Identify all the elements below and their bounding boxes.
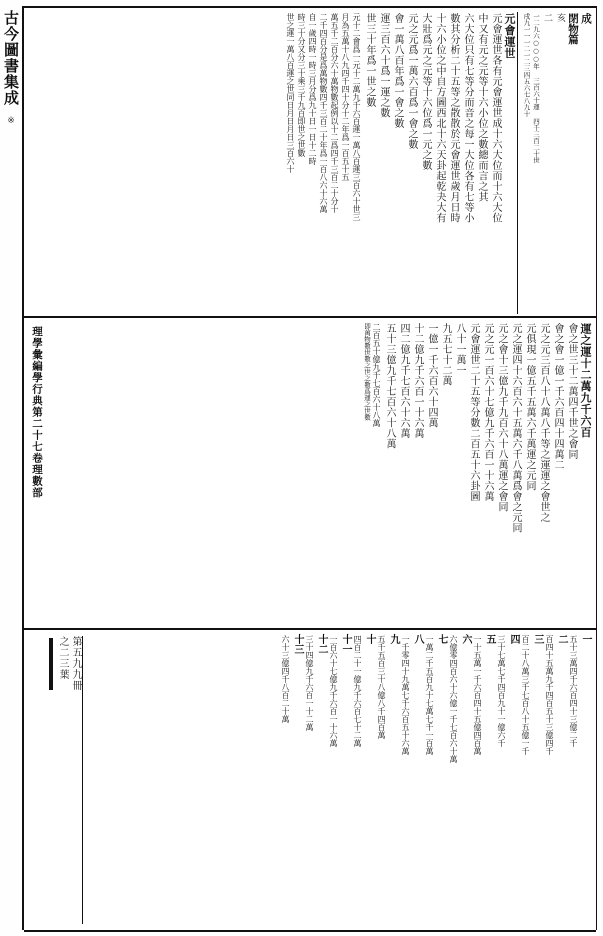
column-text: 世之運一萬八百運之世同日月日月日三百六十	[286, 13, 295, 173]
header-subtitle: 閉物篇	[567, 13, 579, 45]
row-value: 百二十八萬三千七百八十五億一千	[521, 635, 530, 755]
column-text: 大壯爲元之元等十六位爲一元之數	[420, 13, 431, 171]
column-text: 自一歲四時一時三月分爲九十日一日十二時	[308, 13, 317, 165]
header-title: 成	[580, 13, 592, 24]
text-band-lower	[24, 628, 596, 932]
footer-bar	[46, 636, 56, 924]
table-row	[400, 634, 424, 756]
table-row	[376, 634, 400, 740]
book-spine	[0, 6, 22, 930]
row-value: 一萬二千五百九十七萬七千一百萬	[425, 635, 434, 755]
spine-title: 古今圖書集成	[2, 10, 20, 106]
text-band-upper	[24, 6, 596, 320]
column-text: 元之會十三億九千九百六十八萬運之會同	[496, 323, 507, 512]
column-text: 會一萬八百年爲一會之數	[392, 13, 403, 129]
page-footer	[28, 636, 83, 924]
column-text: 元十二會爲一元十二萬九千六百運一萬八百運三百六十世三	[352, 13, 361, 221]
column-text: 五十三億九千七百六十八萬	[384, 323, 395, 449]
row-index: 六	[460, 634, 471, 644]
column-text: 元之元爲一萬六百爲一會之數	[406, 13, 417, 150]
table-row	[328, 634, 352, 748]
column-text: 六大位只有七等分而音之每一大位各有七等小	[462, 13, 473, 223]
table-row	[568, 634, 592, 748]
row-value: 一百六十七億九千六百一十六萬	[329, 635, 338, 747]
column-text: 運三百六十爲一運之數	[378, 13, 389, 118]
text-band-middle	[24, 316, 596, 632]
column-text: 月為五萬十八九四千四十分十二年爲一百五十五	[341, 13, 350, 181]
header-small-1: 亥	[555, 13, 565, 22]
column-text: 元會運世	[503, 13, 516, 59]
column-text: 元之運四十六百六十五萬六千八萬爲會之元同	[510, 323, 521, 533]
column-text: 元之元三百八十八萬八千等之運運之會世之	[538, 323, 549, 523]
column-text: 四二億九千七百六十六萬	[398, 323, 409, 439]
row-index: 四	[508, 634, 519, 644]
row-value: 一十五萬一千六百四十五億四百萬	[473, 635, 482, 755]
footer-page: 之二三葉	[57, 636, 68, 680]
column-text: 二千四百分是爲萬物數四千三百二十年爲一百八六十六萬	[319, 13, 328, 213]
column-text: 一億一千六百六十四萬	[426, 323, 437, 428]
column-text: 元會運世二十五等分數二百五十六卦圖	[468, 323, 479, 502]
column-text: 十六小位之中自方圖西北十六天卦起乾夬大有	[434, 13, 445, 223]
row-index: 五	[484, 634, 495, 644]
row-index: 三	[532, 634, 543, 644]
table-row	[424, 634, 448, 756]
column-text: 數其分析二十五等之散散於元會運世歲月日時	[448, 13, 459, 223]
column-text: 八十一萬一	[454, 323, 465, 376]
column-text: 會之會一億一千六百四十四萬二	[552, 323, 563, 470]
column-text: 世三十年爲一世之數	[364, 13, 375, 108]
table-row	[472, 634, 496, 756]
spine-mark: ※	[6, 116, 16, 126]
row-index: 七	[436, 634, 447, 644]
column-text: 中又有元之元等十六小位之數總而言之其	[476, 13, 487, 202]
row-index: 十二	[316, 634, 327, 654]
row-index: 十三	[292, 634, 303, 654]
header-block	[517, 12, 592, 314]
band2-columns	[144, 322, 592, 626]
row-index: 二	[556, 634, 567, 644]
table-row	[496, 634, 520, 748]
band3-rows	[90, 634, 592, 926]
header-note: 一二九六○○○年 三百六十運 四千三百二十世	[532, 13, 540, 164]
row-index: 一	[580, 634, 591, 644]
column-text: 萬五千二百分六十萬物數起例以十二爲四千三百二十分十	[330, 13, 339, 213]
table-row	[304, 634, 328, 732]
page-frame	[22, 6, 597, 930]
band1-columns	[28, 12, 516, 314]
row-index: 九	[388, 634, 399, 644]
row-value: 五千五百三十八億八千四百萬	[377, 635, 386, 739]
row-value: 六億零四百六十六億一千七百六十萬	[449, 635, 458, 763]
column-text: 元俱現一億五千五萬六千萬運之元同	[524, 323, 535, 491]
column-text: 二百五十億九千七百六十八萬	[372, 323, 381, 427]
column-text: 會之世三十二萬四千世之會同	[566, 323, 577, 460]
row-value: 三十四億九千六百一十二萬	[305, 635, 314, 731]
table-row	[352, 634, 376, 748]
header-small-2: 二	[542, 13, 552, 22]
row-value: 四百二十一億九千六百七十二萬	[353, 635, 362, 747]
row-value: 三十七萬七千四百九十一億六千	[497, 635, 506, 747]
column-text: 十二億九千六百一十六萬	[412, 323, 423, 439]
row-value: 一千零四十九萬七千六百五十六萬	[401, 635, 410, 755]
table-row	[520, 634, 544, 756]
row-index: 十一	[340, 634, 351, 654]
column-text: 元之元一百六十七億九千六百一十六萬	[482, 323, 493, 502]
column-text: 元會運世各有元會運世成十六大位而十六大位	[490, 13, 501, 223]
column-text: 九五七十二萬	[440, 323, 451, 386]
column-text: 時三十分又分三十乘三千九百即世之世數	[297, 13, 306, 157]
table-row	[544, 634, 568, 756]
table-row	[280, 634, 304, 724]
footer-volume: 第五九九冊	[70, 636, 81, 691]
row-index: 十	[364, 634, 375, 644]
section-caption: 理學彙編學行典第二十七卷理數部	[31, 326, 43, 499]
row-index: 八	[412, 634, 423, 644]
row-value: 五十三萬四千六百四十三億二千	[569, 635, 578, 747]
header-tiny-column: 戌九一一一二一二三四五六七八九十	[522, 13, 531, 117]
column-text: 運之運十二萬九千六百	[579, 323, 592, 438]
row-value: 六十三億四千八百二十萬	[281, 635, 290, 723]
side-note: 即萬物數世數之世之數爲運之世數	[363, 323, 371, 421]
row-value: 百四十五萬九千四百五十三億四千	[545, 635, 554, 755]
table-row	[448, 634, 472, 764]
